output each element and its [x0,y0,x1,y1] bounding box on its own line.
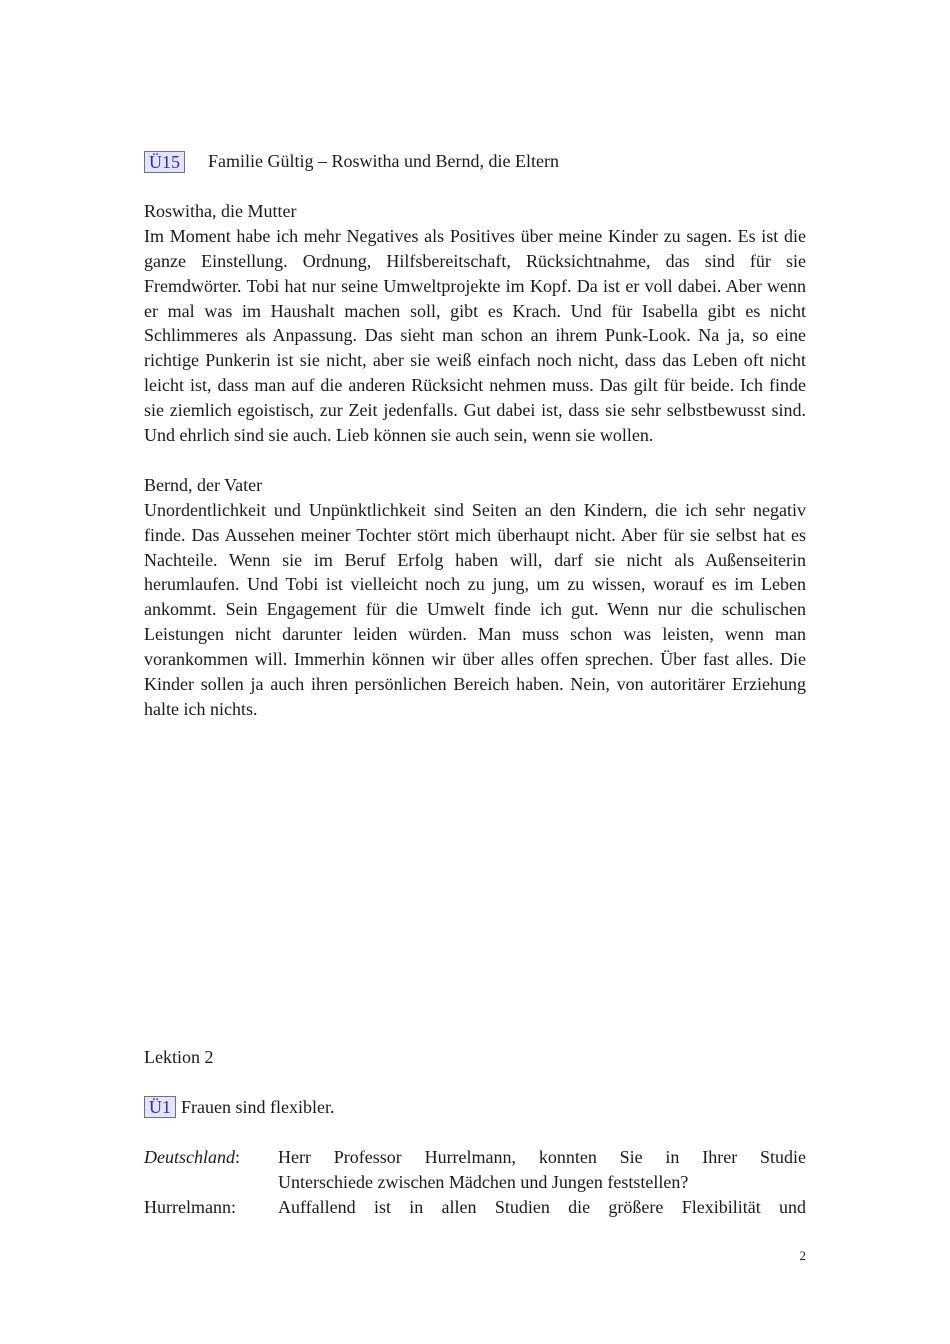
lektion-section [144,1045,806,1219]
father-heading: Bernd, der Vater [144,474,263,495]
exercise-1-header [144,1095,806,1120]
speech-text: Herr Professor Hurrelmann, konnten Sie in Ihrer Studie Unterschiede zwischen Mädchen und Jungen feststellen? [278,1146,806,1192]
page-number: 2 [799,1248,806,1263]
interview-row-question [144,1145,806,1195]
exercise-15-header [144,149,806,174]
lektion-title: Lektion 2 [144,1047,214,1067]
exercise-15-title: Familie Gültig – Roswitha und Bernd, die Eltern [208,151,559,172]
mother-heading: Roswitha, die Mutter [144,200,297,221]
speaker-label: Deutschland: [144,1146,240,1167]
exercise-1-link[interactable]: Ü1 [144,1096,176,1118]
speaker-label: Hurrelmann: [144,1196,236,1217]
exercise-15-link[interactable]: Ü15 [144,151,185,173]
mother-paragraph: Im Moment habe ich mehr Negatives als Positives über meine Kinder zu sagen. Es ist die ganze Einstellung. Ordnung, Hilfsbereitschaft, Rücksichtnahme, das sind für sie Fremdwörter. Tobi hat nur seine Umweltprojekte im Kopf. Da ist er voll dabei. Aber wenn er mal was im Haushalt machen soll, gibt es Krach. Und für Isabella gibt es nicht Schlimmeres als Anpassung. Das sieht man schon an ihrem Punk-Look. Na ja, so eine richtige Punkerin ist sie nicht, aber sie weiß einfach noch nicht, dass das Leben oft nicht leicht ist, dass man auf die anderen Rücksicht nehmen muss. Das gilt für beide. Ich finde sie ziemlich egoistisch, zur Zeit jedenfalls. Gut dabei ist, dass sie sehr selbstbewusst sind. Und ehrlich sind sie auch. Lieb können sie auch sein, wenn sie wollen. [144,225,806,446]
interview-row-answer [144,1195,806,1220]
main-text-block [144,149,806,722]
speech-text: Auffallend ist in allen Studien die größere Flexibilität und [278,1196,806,1217]
exercise-1-title: Frauen sind flexibler. [181,1096,335,1117]
father-paragraph: Unordentlichkeit und Unpünktlichkeit sind Seiten an den Kindern, die ich sehr negativ finde. Das Aussehen meiner Tochter stört mich überhaupt nicht. Aber für sie selbst hat es Nachteile. Wenn sie im Beruf Erfolg haben will, darf sie nicht als Außenseiterin herumlaufen. Und Tobi ist vielleicht noch zu jung, um zu wissen, worauf es im Leben ankommt. Sein Engagement für die Umwelt finde ich gut. Wenn nur die schulischen Leistungen nicht darunter leiden würden. Man muss schon was leisten, wenn man vorankommen will. Immerhin können wir über alles offen sprechen. Über fast alles. Die Kinder sollen ja auch ihren persönlichen Bereich haben. Nein, von autoritärer Erziehung halte ich nichts. [144,499,806,719]
